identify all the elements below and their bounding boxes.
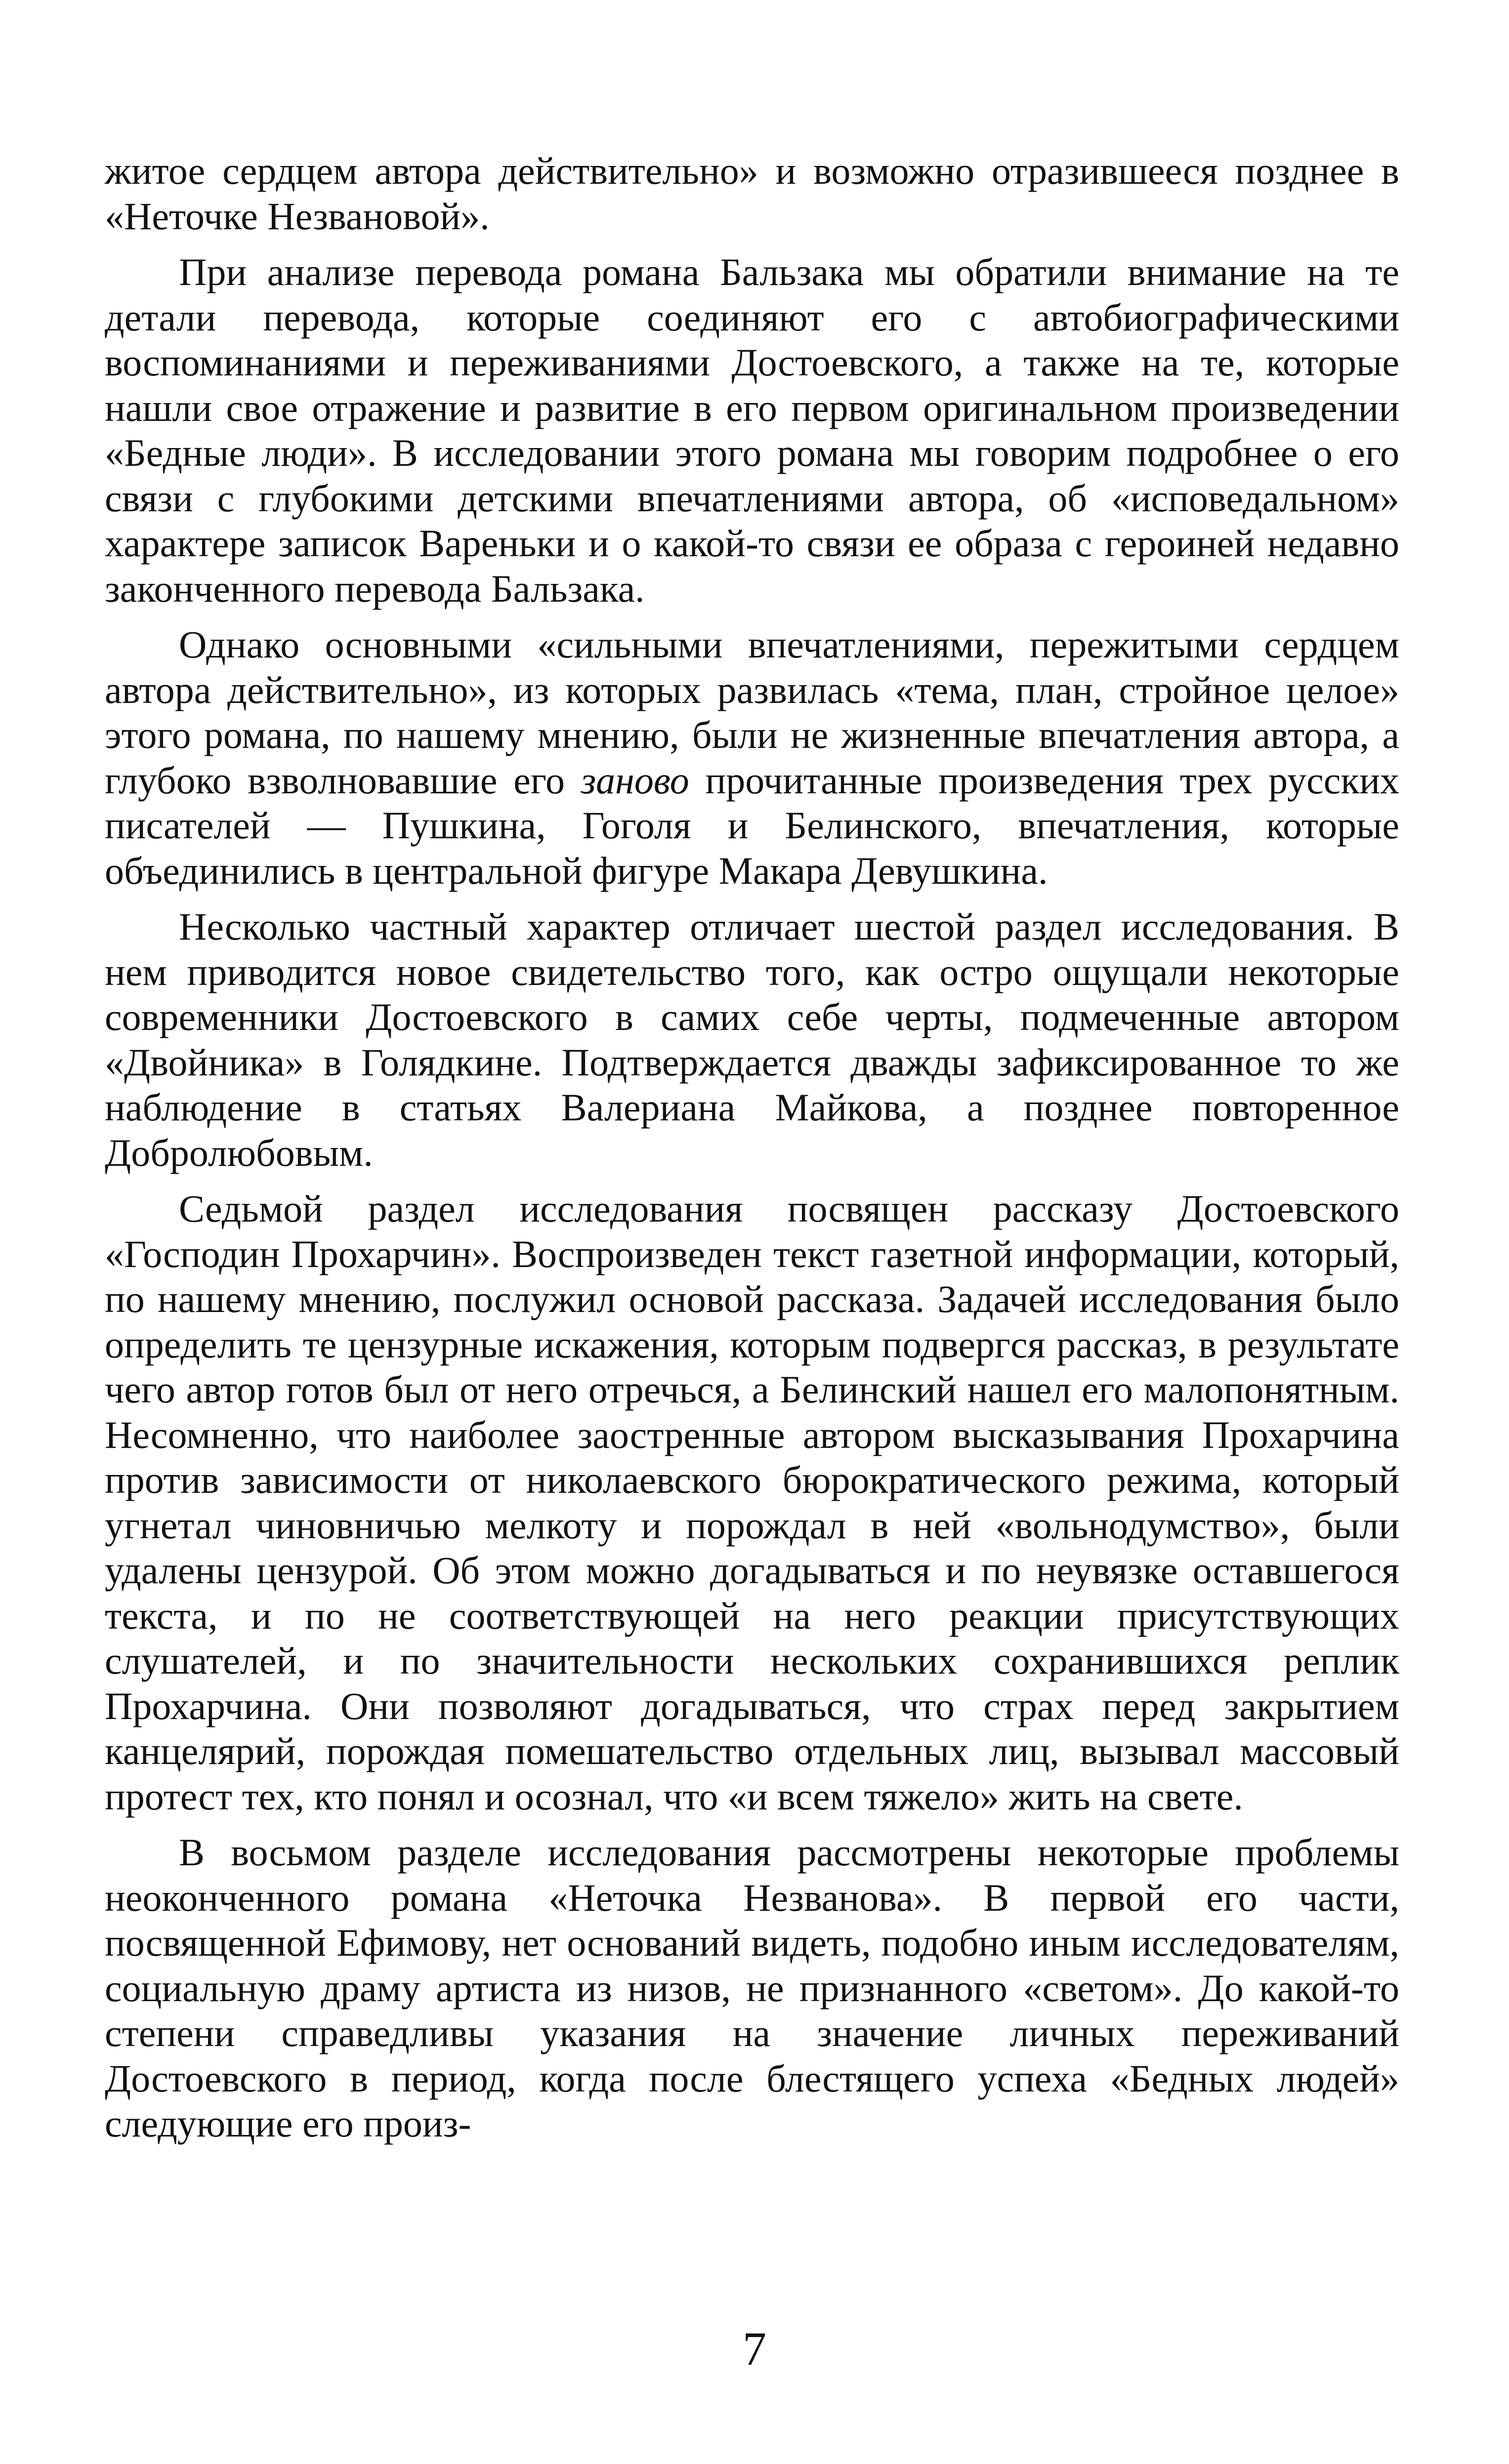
paragraph-eighth-section <box>105 1830 1399 2157</box>
page-number: 7 <box>743 2322 766 2375</box>
paragraph-text: При анализе перевода романа Бальзака мы обратили внимание на те детали перевода, которые соединяют его с автобиографическими воспоминаниями и переживаниями Достоевского, а также на те, которые нашли свое отражение и развитие в его первом оригинальном произведении «Бедные люди». В исследовании этого романа мы говорим подробнее о его связи с глубокими детскими впечатлениями автора, об «исповедальном» характере записок Вареньки и о какой-то связи ее образа с героиней недавно законченного перевода Бальзака. <box>105 250 1399 610</box>
paragraph-balzac-translation <box>105 249 1399 622</box>
body-text <box>105 148 1399 2157</box>
paragraph-seventh-section <box>105 1186 1399 1830</box>
paragraph-text-after: прочитанные произведения трех русских писателей — Пушкина, Гоголя и Белинского, впечатления, которые объединились в центральной фигуре Макара Девушкина. <box>105 758 1399 892</box>
emphasis-text: заново <box>581 758 689 802</box>
paragraph-text: В восьмом разделе исследования рассмотрены некоторые проблемы неоконченного романа «Неточка Незванова». В первой его части, посвященной Ефимову, нет оснований видеть, подобно иным исследователям, социальную драму артиста из низов, не признанного «светом». До какой-то степени справедливы указания на значение личных переживаний Достоевского в период, когда после блестящего успеха «Бедных людей» следующие его произ- <box>105 1831 1399 2145</box>
paragraph-main-impressions <box>105 622 1399 904</box>
paragraph-text: Несколько частный характер отличает шестой раздел исследования. В нем приводится новое свидетельство того, как остро ощущали некоторые современники Достоевского в самих себе черты, подмеченные автором «Двойника» в Голядкине. Подтверждается дважды зафиксированное то же наблюдение в статьях Валериана Майкова, а позднее повторенное Добролюбовым. <box>105 905 1399 1174</box>
paragraph-continuation <box>105 148 1399 249</box>
paragraph-text: житое сердцем автора действительно» и возможно отразившееся позднее в «Неточке Незвановой». <box>105 149 1399 238</box>
paragraph-sixth-section <box>105 904 1399 1186</box>
paragraph-text-before: Однако основными «сильными впечатлениями, пережитыми сердцем автора действительно», из которых развилась «тема, план, стройное целое» этого романа, по нашему мнению, были не жизненные впечатления автора, а глубоко взволновавшие его <box>105 623 1399 802</box>
paragraph-text: Седьмой раздел исследования посвящен рассказу Достоевского «Господин Прохарчин». Воспроизведен текст газетной информации, который, по нашему мнению, послужил основой рассказа. Задачей исследования было определить те цензурные искажения, которым подвергся рассказ, в результате чего автор готов был от него отречься, а Белинский нашел его малопонятным. Несомненно, что наиболее заостренные автором высказывания Прохарчина против зависимости от николаевского бюрократического режима, который угнетал чиновничью мелкоту и порождал в ней «вольнодумство», были удалены цензурой. Об этом можно догадываться и по неувязке оставшегося текста, и по не соответствующей на него реакции присутствующих слушателей, и по значительности нескольких сохранившихся реплик Прохарчина. Они позволяют догадываться, что страх перед закрытием канцелярий, порождая помешательство отдельных лиц, вызывал массовый протест тех, кто понял и осознал, что «и всем тяжело» жить на свете. <box>105 1187 1399 1818</box>
